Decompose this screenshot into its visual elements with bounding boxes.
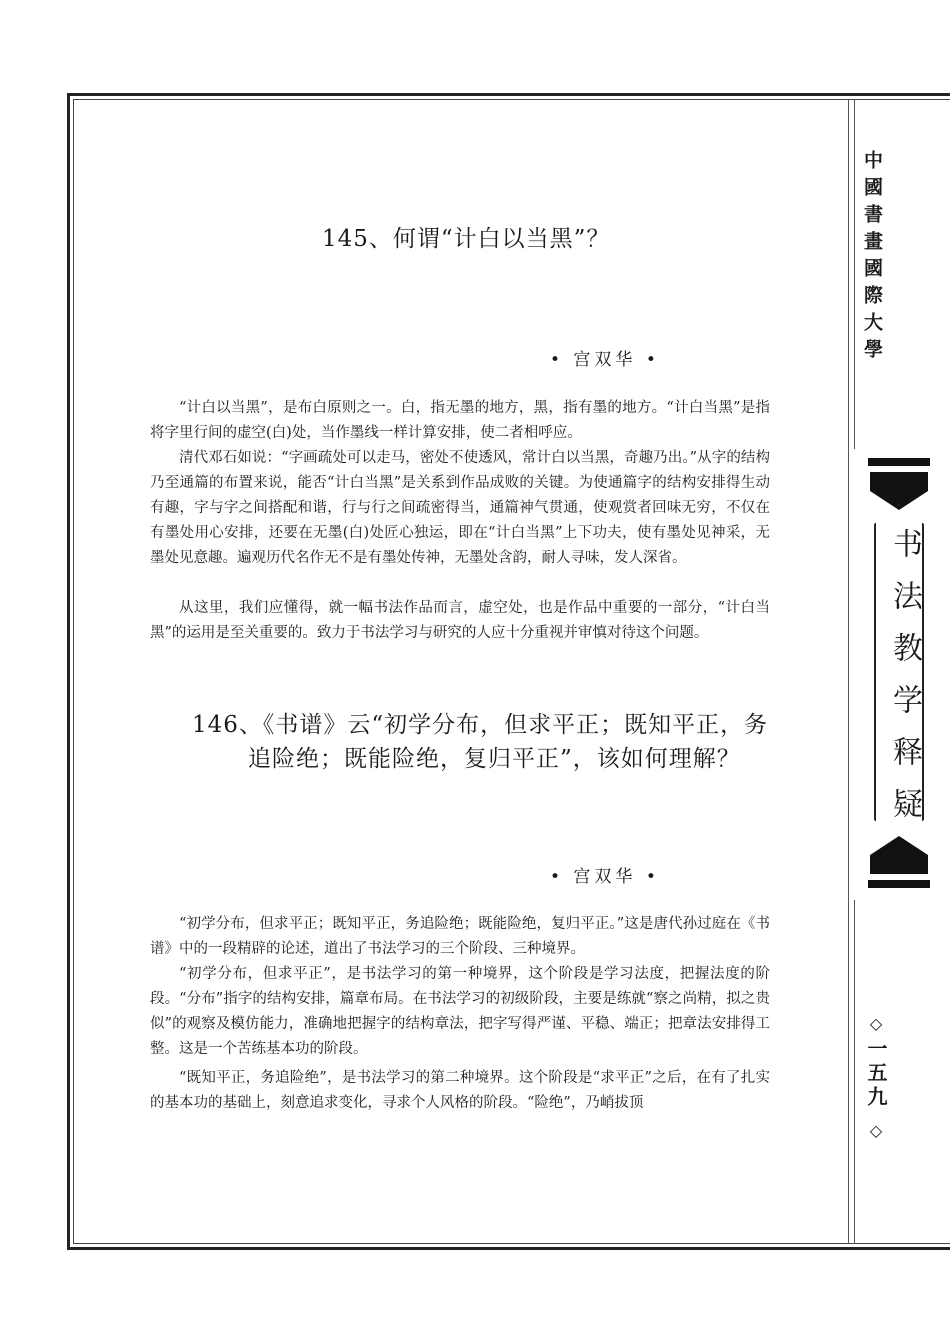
diamond-ornament-bottom: ◇ <box>869 1121 883 1140</box>
diamond-ornament-top: ◇ <box>869 1014 883 1033</box>
question-145-paragraph-2: 清代邓石如说：“字画疏处可以走马，密处不使透风，常计白以当黑，奇趣乃出。”从字的结构乃至通篇的布置来说，能否“计白当黑”是关系到作品成败的关键。为使通篇字的结构安排得生动有趣，字与字之间搭配和谐，行与行之间疏密得当，通篇神气贯通，使观赏者回味无穷，不仅在有墨处用心安排，还要在无墨(白)处匠心独运，即在“计白当黑”上下功夫，使有墨处见神采，无墨处见意趣。遍观历代名作无不是有墨处传神，无墨处含韵，耐人寻味，发人深省。 <box>150 450 770 566</box>
book-title: 书法教学释疑 <box>887 528 922 840</box>
banner-top-bar <box>868 458 930 466</box>
question-146-paragraph-1: “初学分布，但求平正；既知平正，务追险绝；既能险绝，复归平正。”这是唐代孙过庭在《书谱》中的一段精辟的论述，道出了书法学习的三个阶段、三种境界。 <box>150 916 770 957</box>
question-145-title: 145、何谓“计白以当黑”？ <box>322 226 611 252</box>
question-145-paragraph-3: 从这里，我们应懂得，就一幅书法作品而言，虚空处，也是作品中重要的一部分，“计白当黑”的运用是至关重要的。致力于书法学习与研究的人应十分重视并审慎对待这个问题。 <box>150 600 770 641</box>
banner-bottom-cap <box>870 836 928 874</box>
sidebar-divider <box>848 99 849 1244</box>
question-146-author: • 宫双华 • <box>550 867 660 887</box>
page-number: 一五九 <box>864 1038 888 1110</box>
sidebar-divider-lower <box>854 900 855 1244</box>
question-146-title-line-1: 146、《书谱》云“初学分布，但求平正；既知平正，务 <box>192 712 769 738</box>
question-146-paragraph-3: “既知平正，务追险绝”，是书法学习的第二种境界。这个阶段是“求平正”之后，在有了扎实的基本功的基础上，刻意追求变化，寻求个人风格的阶段。“险绝”，乃峭拔顶 <box>150 1070 770 1111</box>
school-name: 中國書畫國際大學 <box>861 150 883 366</box>
question-146-paragraph-2: “初学分布，但求平正”，是书法学习的第一种境界，这个阶段是学习法度，把握法度的阶段。“分布”指字的结构安排，篇章布局。在书法学习的初级阶段，主要是练就“察之尚精，拟之贵似”的观察及模仿能力，准确地把握字的结构章法，把字写得严谨、平稳、端正；把章法安排得工整。这是一个苦练基本功的阶段。 <box>150 966 770 1057</box>
sidebar-divider-upper <box>854 99 855 449</box>
page-number-block <box>858 1010 894 1145</box>
question-145-paragraph-1: “计白以当黑”，是布白原则之一。白，指无墨的地方，黑，指有墨的地方。“计白当黑”是指将字里行间的虚空(白)处，当作墨线一样计算安排，使二者相呼应。 <box>150 400 770 441</box>
question-145-author: • 宫双华 • <box>550 350 660 370</box>
question-146-title-line-2: 追险绝；既能险绝，复归平正”，该如何理解？ <box>248 746 741 772</box>
banner-bottom-bar <box>868 880 930 888</box>
